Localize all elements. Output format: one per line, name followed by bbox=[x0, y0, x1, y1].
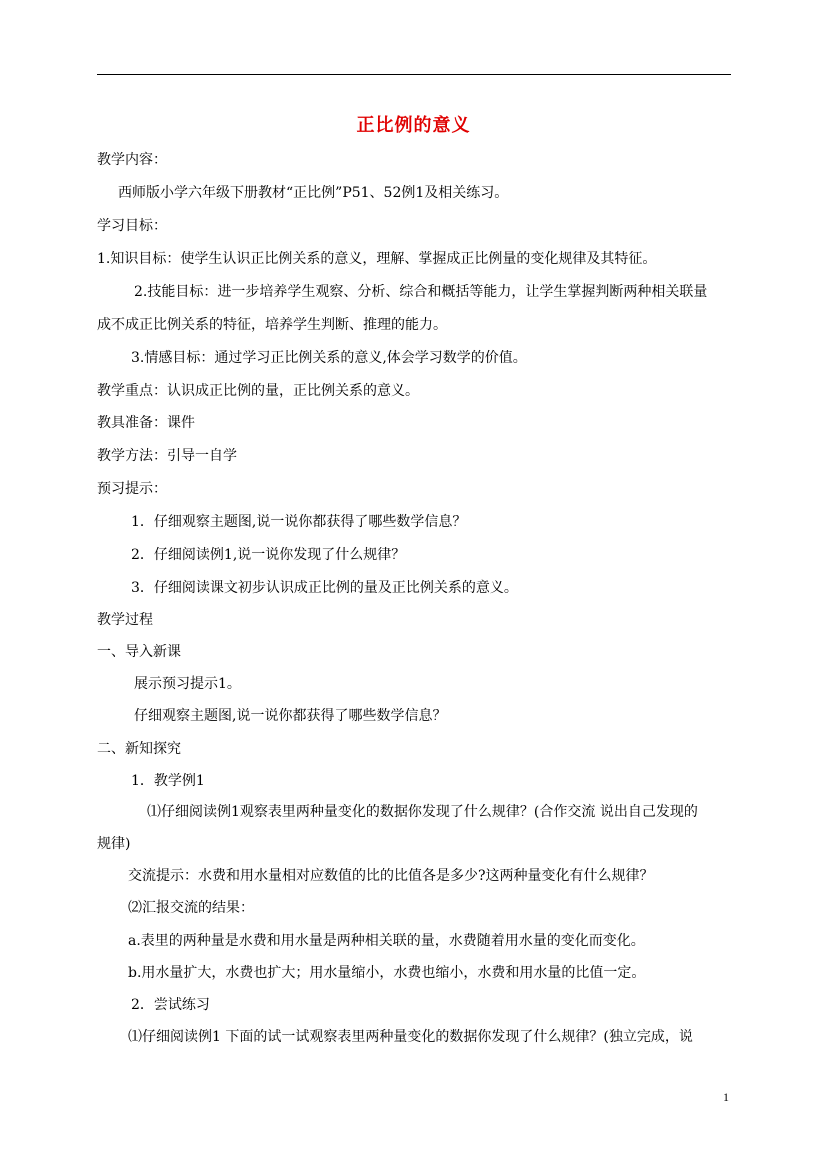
text-line: 2.技能目标：进一步培养学生观察、分析、综合和概括等能力，让学生掌握判断两种相关联量 bbox=[134, 284, 708, 300]
text-line: a.表里的两种量是水费和用水量是两种相关联的量，水费随着用水量的变化而变化。 bbox=[128, 933, 645, 949]
text-line: b.用水量扩大，水费也扩大；用水量缩小，水费也缩小，水费和用水量的比值一定。 bbox=[128, 965, 646, 981]
text-line: 交流提示：水费和用水量相对应数值的比的比值各是多少?这两种量变化有什么规律？ bbox=[128, 868, 654, 884]
text-line: 2．仔细阅读例1,说一说你发现了什么规律？ bbox=[131, 547, 406, 563]
text-line: ⑴仔细阅读例1 下面的试一试观察表里两种量变化的数据你发现了什么规律？(独立完成，说 bbox=[128, 1029, 693, 1045]
text-line: 2．尝试练习 bbox=[131, 997, 210, 1013]
text-line: 学习目标： bbox=[97, 218, 167, 234]
text-line: 规律) bbox=[97, 836, 131, 852]
text-line: 1．仔细观察主题图,说一说你都获得了哪些数学信息？ bbox=[131, 514, 467, 530]
text-line: 成不成正比例关系的特征，培养学生判断、推理的能力。 bbox=[97, 317, 447, 333]
text-line: 教具准备：课件 bbox=[97, 415, 195, 431]
text-line: 教学重点：认识成正比例的量，正比例关系的意义。 bbox=[97, 383, 419, 399]
text-line: ⑴仔细阅读例1观察表里两种量变化的数据你发现了什么规律？(合作交流 说出自己发现的 bbox=[147, 804, 698, 820]
document-title: 正比例的意义 bbox=[356, 115, 471, 136]
text-line: 仔细观察主题图,说一说你都获得了哪些数学信息？ bbox=[134, 708, 447, 724]
text-line: 3．仔细阅读课文初步认识成正比例的量及正比例关系的意义。 bbox=[131, 580, 518, 596]
page-number: 1 bbox=[723, 1090, 729, 1104]
text-line: 一、导入新课 bbox=[97, 644, 181, 660]
text-line: 3.情感目标：通过学习正比例关系的意义,体会学习数学的价值。 bbox=[131, 350, 527, 366]
text-line: 教学过程 bbox=[97, 612, 153, 628]
text-line: 1．教学例1 bbox=[131, 773, 205, 789]
text-line: 教学方法：引导一自学 bbox=[97, 448, 237, 464]
header-rule bbox=[97, 74, 731, 75]
text-line: ⑵汇报交流的结果： bbox=[128, 900, 254, 916]
text-line: 西师版小学六年级下册教材“正比例”P51、52例1及相关练习。 bbox=[118, 185, 509, 201]
text-line: 二、新知探究 bbox=[97, 741, 181, 757]
text-line: 教学内容： bbox=[97, 152, 167, 168]
text-line: 1.知识目标：使学生认识正比例关系的意义，理解、掌握成正比例量的变化规律及其特征。 bbox=[97, 251, 657, 267]
text-line: 展示预习提示1。 bbox=[134, 676, 241, 692]
text-line: 预习提示： bbox=[97, 481, 167, 497]
